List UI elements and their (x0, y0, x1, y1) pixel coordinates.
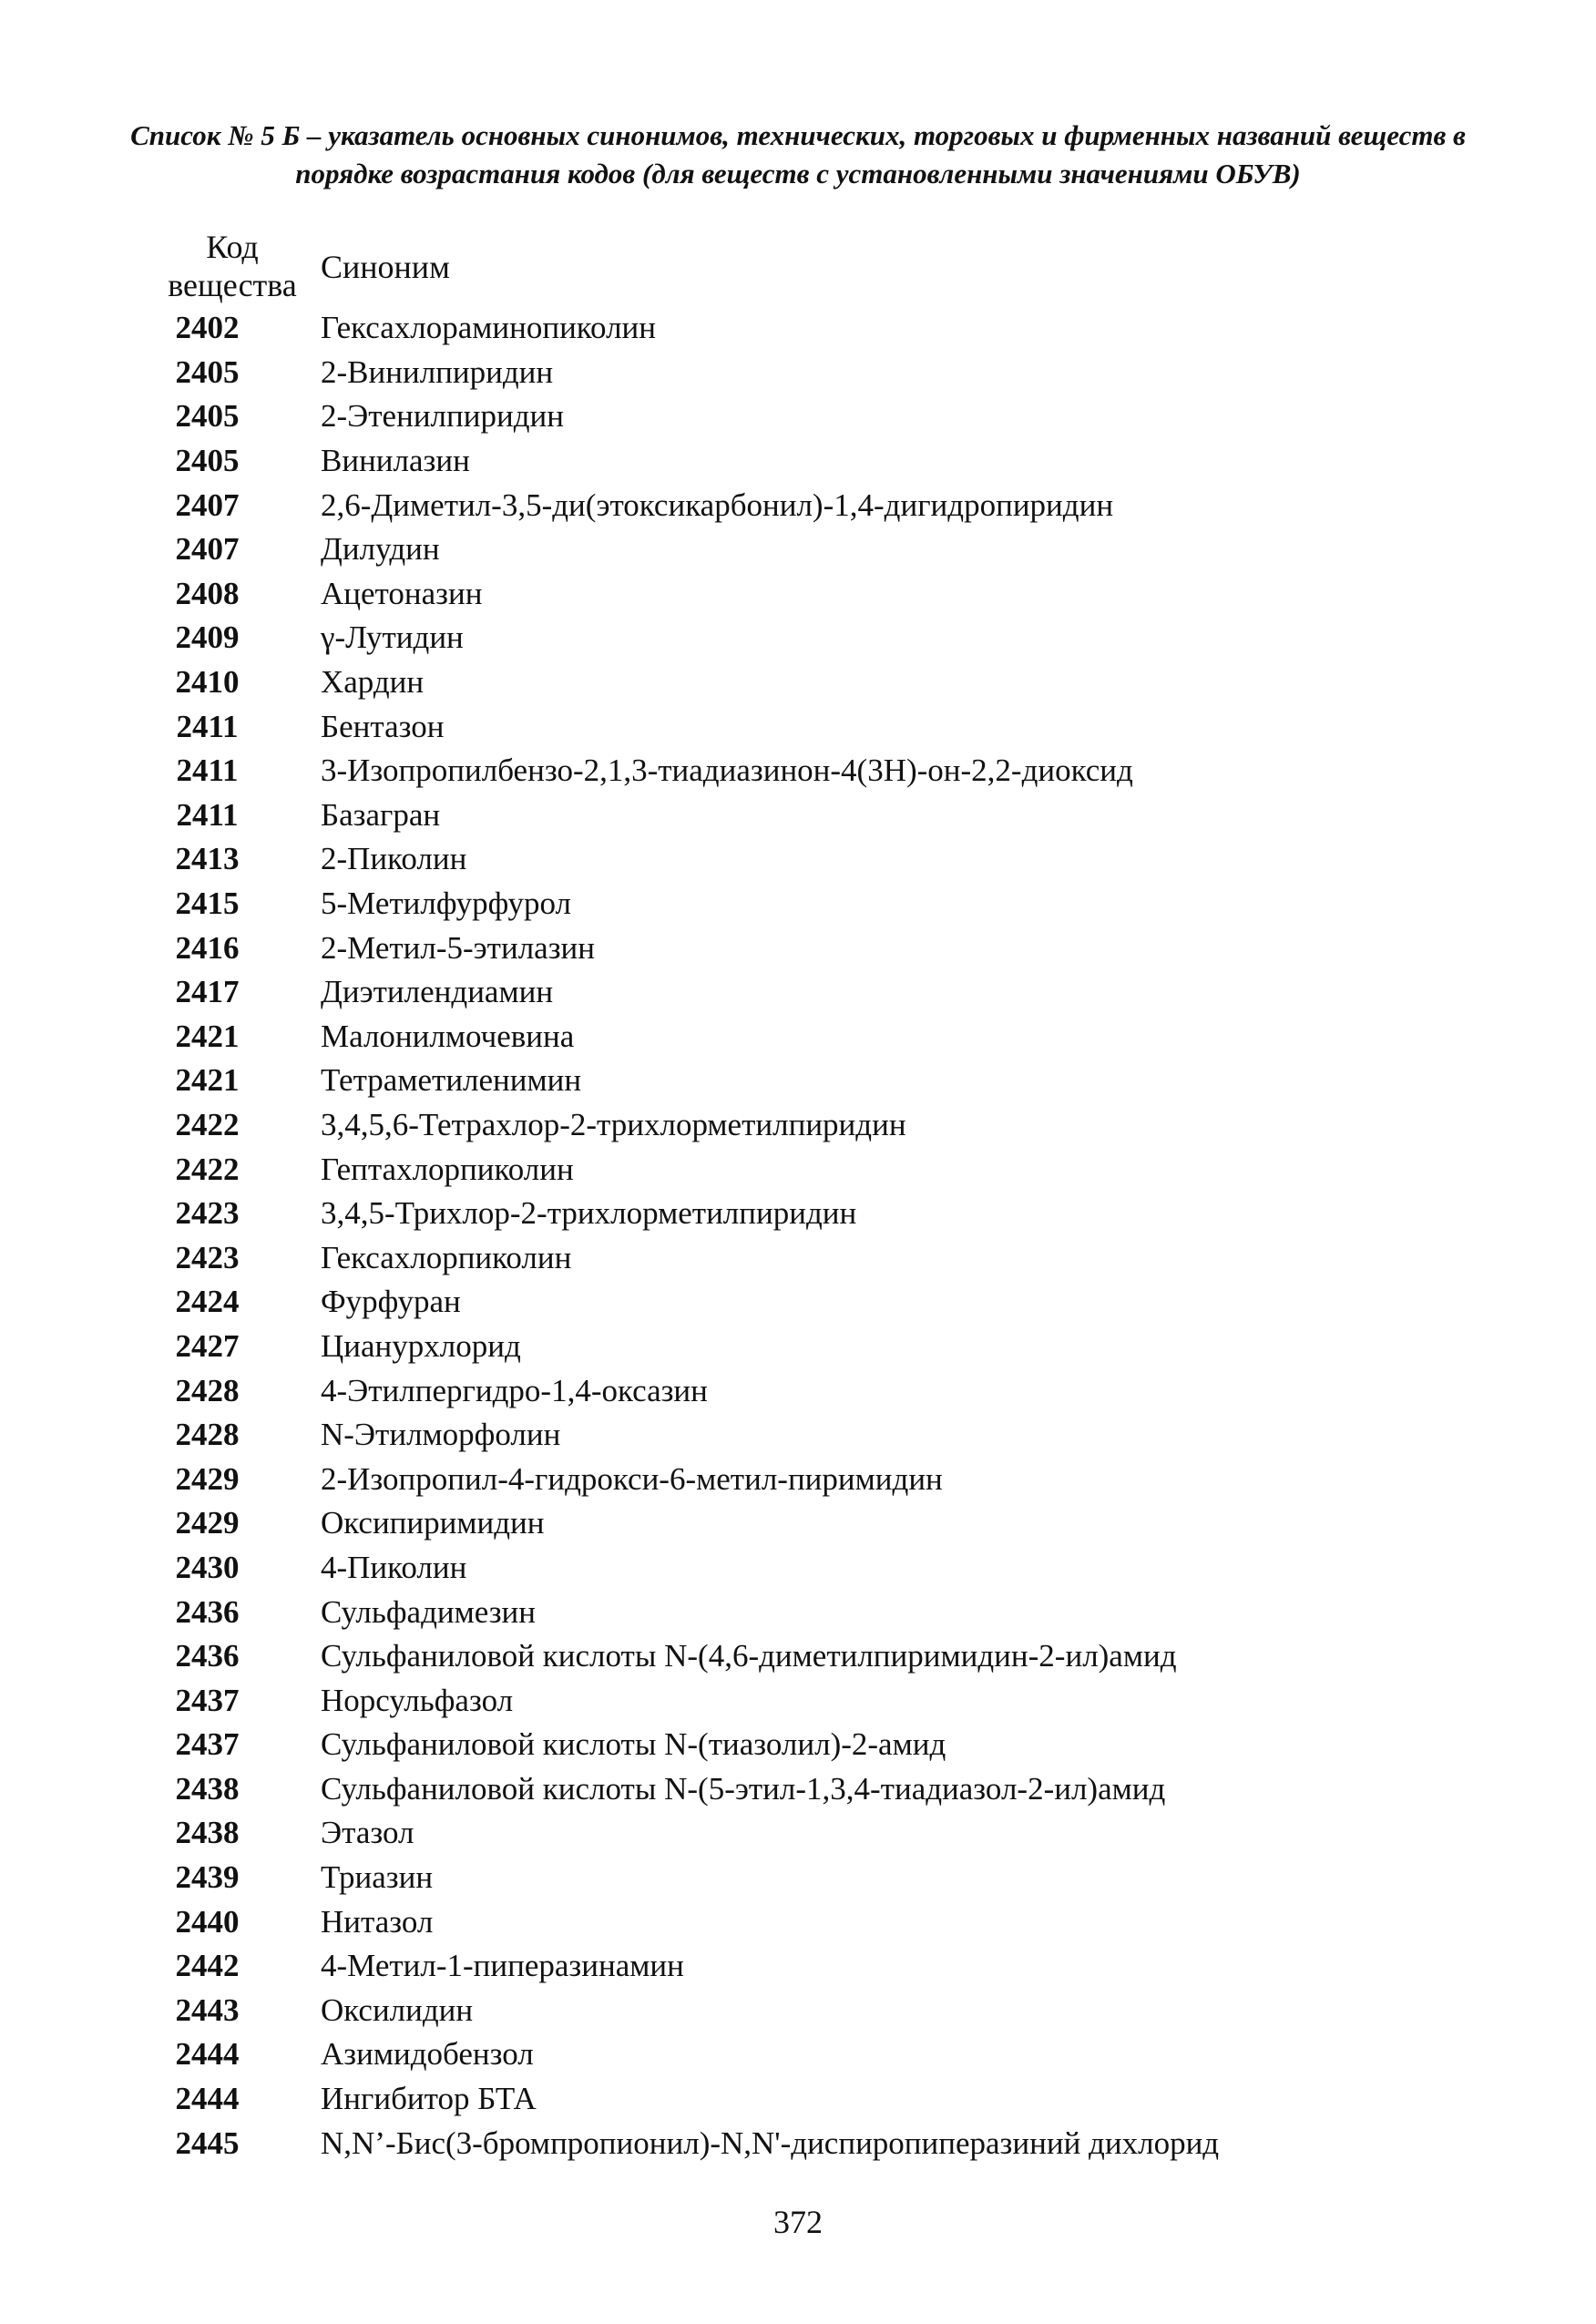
substance-code: 2436 (175, 1593, 240, 1630)
table-row (128, 1546, 1512, 1591)
substance-code: 2409 (175, 619, 240, 656)
table-row (128, 1678, 1512, 1723)
substance-code: 2427 (175, 1327, 240, 1364)
substance-code: 2437 (175, 1726, 240, 1763)
substance-code: 2422 (175, 1106, 240, 1142)
table-row (128, 306, 1512, 351)
table-row (128, 2032, 1512, 2077)
substance-synonym: Базагран (321, 796, 441, 833)
substance-code: 2424 (175, 1284, 240, 1320)
table-row (128, 1015, 1512, 1060)
substance-code: 2405 (175, 443, 240, 479)
table-row (128, 1723, 1512, 1767)
substance-synonym: Оксипиримидин (321, 1505, 545, 1541)
table-row (128, 704, 1512, 749)
table-row (128, 749, 1512, 793)
substance-synonym: 3,4,5,6-Тетрахлор-2-трихлорметилпиридин (321, 1106, 906, 1142)
substance-code: 2402 (175, 310, 240, 346)
substance-synonym: Гексахлораминопиколин (321, 310, 656, 346)
table-row (128, 1235, 1512, 1280)
substance-synonym: 4-Метил-1-пиперазинамин (321, 1948, 684, 1984)
substance-code: 2408 (175, 575, 240, 611)
table-row (128, 1059, 1512, 1103)
table-row (128, 1899, 1512, 1944)
substance-synonym: Сульфаниловой кислоты N-(5-этил-1,3,4-тиадиазол-2-ил)амид (321, 1770, 1166, 1807)
table-row (128, 483, 1512, 527)
table-row (128, 1501, 1512, 1546)
substance-synonym: γ-Лутидин (321, 619, 464, 656)
substance-code: 2411 (176, 752, 239, 789)
substance-synonym: Винилазин (321, 443, 470, 479)
table-row (128, 1944, 1512, 1989)
table-row (128, 2077, 1512, 2122)
substance-code: 2410 (175, 664, 240, 701)
substance-code: 2422 (175, 1151, 240, 1187)
table-row (128, 926, 1512, 970)
table-row (128, 660, 1512, 705)
substance-code: 2407 (175, 486, 240, 523)
table-row (128, 837, 1512, 882)
substance-code: 2407 (175, 531, 240, 568)
substance-synonym: Ингибитор БТА (321, 2081, 537, 2117)
substance-code: 2428 (175, 1417, 240, 1453)
table-row (128, 1989, 1512, 2033)
substance-synonym: Норсульфазол (321, 1682, 514, 1718)
substance-synonym: Бентазон (321, 708, 445, 744)
substance-code: 2423 (175, 1239, 240, 1275)
table-row (128, 616, 1512, 660)
synonym-table-body (128, 306, 1512, 2165)
substance-synonym: Малонилмочевина (321, 1018, 575, 1054)
table-row (128, 1192, 1512, 1236)
substance-synonym: Тетраметиленимин (321, 1062, 582, 1099)
substance-synonym: Диэтилендиамин (321, 974, 554, 1010)
table-row (128, 1103, 1512, 1148)
substance-synonym: 2-Пиколин (321, 841, 467, 877)
substance-synonym: 3,4,5-Трихлор-2-трихлорметилпиридин (321, 1195, 857, 1232)
table-row (128, 1147, 1512, 1192)
substance-synonym: Сульфадимезин (321, 1593, 537, 1630)
substance-synonym: 2-Винилпиридин (321, 353, 554, 390)
substance-synonym: Оксилидин (321, 1991, 474, 2028)
table-row (128, 793, 1512, 838)
substance-synonym: Этазол (321, 1815, 414, 1851)
substance-synonym: Гексахлорпиколин (321, 1239, 572, 1275)
heading-line-1: Список № 5 Б – указатель основных синонимов, технических, торговых и фирменных названий веществ в (130, 119, 1466, 151)
table-row (128, 1457, 1512, 1501)
substance-code: 2421 (175, 1018, 240, 1054)
substance-synonym: 3-Изопропилбензо-2,1,3-тиадиазинон-4(3Н)-он-2,2-диоксид (321, 752, 1133, 789)
table-row (128, 1368, 1512, 1413)
substance-code: 2423 (175, 1195, 240, 1232)
substance-code: 2415 (175, 886, 240, 922)
substance-code: 2405 (175, 398, 240, 435)
document-heading (91, 117, 1505, 193)
substance-code: 2405 (175, 353, 240, 390)
substance-synonym: Гептахлорпиколин (321, 1151, 574, 1187)
table-row (128, 1413, 1512, 1458)
column-header-code-line-1: Код (206, 229, 259, 265)
substance-synonym: Фурфуран (321, 1284, 461, 1320)
substance-synonym: Хардин (321, 664, 425, 701)
substance-synonym: Триазин (321, 1859, 434, 1896)
substance-synonym: 5-Метилфурфурол (321, 886, 571, 922)
column-header-code (128, 228, 337, 304)
substance-synonym: Сульфаниловой кислоты N-(тиазолил)-2-амид (321, 1726, 946, 1763)
table-row (128, 882, 1512, 927)
substance-code: 2438 (175, 1815, 240, 1851)
substance-synonym: 2,6-Диметил-3,5-ди(этоксикарбонил)-1,4-дигидропиридин (321, 486, 1114, 523)
substance-code: 2430 (175, 1549, 240, 1585)
substance-synonym: Ацетоназин (321, 575, 483, 611)
substance-synonym: 4-Пиколин (321, 1549, 467, 1585)
substance-code: 2440 (175, 1903, 240, 1940)
table-row (128, 2121, 1512, 2165)
substance-code: 2439 (175, 1859, 240, 1896)
table-row (128, 1325, 1512, 1369)
heading-line-2: порядке возрастания кодов (для веществ с установленными значениями ОБУВ) (295, 158, 1301, 189)
substance-code: 2416 (175, 929, 240, 966)
table-row (128, 527, 1512, 572)
substance-code: 2444 (175, 2081, 240, 2117)
substance-synonym: Сульфаниловой кислоты N-(4,6-диметилпиримидин-2-ил)амид (321, 1638, 1177, 1674)
substance-code: 2429 (175, 1505, 240, 1541)
table-row (128, 572, 1512, 617)
table-row (128, 351, 1512, 395)
substance-code: 2436 (175, 1638, 240, 1674)
column-header-synonym: Синоним (321, 249, 450, 285)
substance-synonym: Дилудин (321, 531, 440, 568)
substance-code: 2442 (175, 1948, 240, 1984)
substance-code: 2421 (175, 1062, 240, 1099)
substance-synonym: Азимидобензол (321, 2036, 534, 2073)
table-row (128, 1634, 1512, 1679)
substance-synonym: Цианурхлорид (321, 1327, 521, 1364)
table-row (128, 1767, 1512, 1812)
table-row (128, 970, 1512, 1015)
page-number: 372 (773, 2204, 823, 2240)
substance-code: 2437 (175, 1682, 240, 1718)
substance-synonym: 2-Изопропил-4-гидрокси-6-метил-пиримидин (321, 1460, 943, 1497)
column-header-code-line-2: вещества (168, 267, 297, 303)
substance-synonym: N-Этилморфолин (321, 1417, 561, 1453)
substance-code: 2417 (175, 974, 240, 1010)
substance-code: 2411 (176, 708, 239, 744)
substance-code: 2429 (175, 1460, 240, 1497)
table-row (128, 1856, 1512, 1900)
substance-code: 2444 (175, 2036, 240, 2073)
substance-synonym: 2-Этенилпиридин (321, 398, 564, 435)
substance-code: 2411 (176, 796, 239, 833)
table-row (128, 1280, 1512, 1325)
substance-synonym: Нитазол (321, 1903, 434, 1940)
substance-synonym: 4-Этилпергидро-1,4-оксазин (321, 1372, 708, 1408)
substance-code: 2428 (175, 1372, 240, 1408)
table-row (128, 439, 1512, 484)
table-row (128, 1811, 1512, 1856)
table-row (128, 394, 1512, 439)
substance-code: 2445 (175, 2124, 240, 2161)
substance-code: 2438 (175, 1770, 240, 1807)
substance-code: 2443 (175, 1991, 240, 2028)
substance-synonym: N,N’-Бис(3-бромпропионил)-N,N'-диспиропиперазиний дихлорид (321, 2124, 1220, 2161)
substance-synonym: 2-Метил-5-этилазин (321, 929, 595, 966)
substance-code: 2413 (175, 841, 240, 877)
table-row (128, 1590, 1512, 1634)
